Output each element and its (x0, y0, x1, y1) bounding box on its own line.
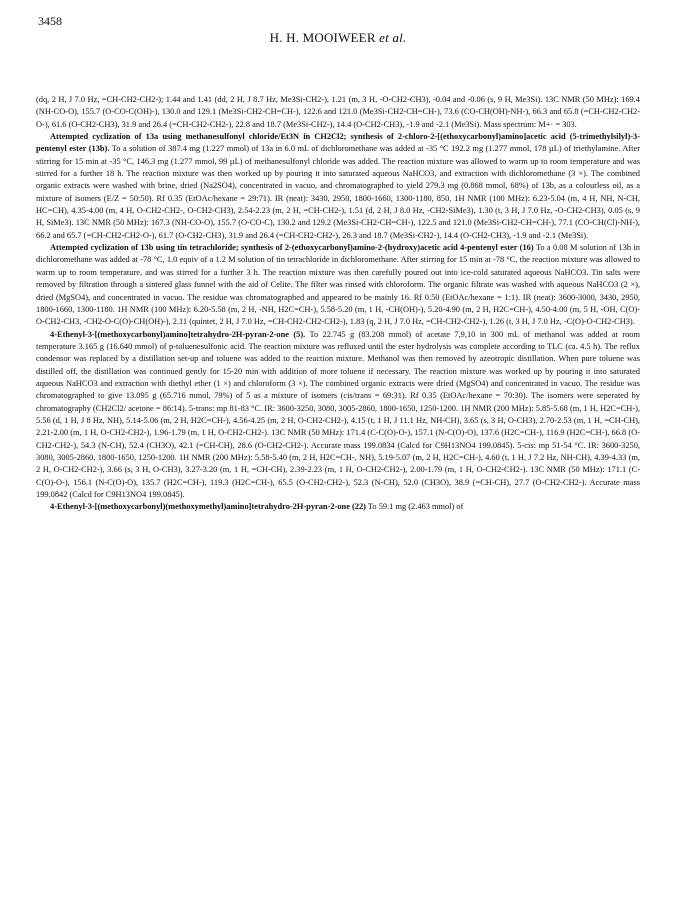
paragraph-1 (36, 94, 640, 131)
paragraph-3-heading: Attempted cyclization of 13b using tin tetrachloride; synthesis of 2-(ethoxycarbonyl)amino-2-(hydroxy)acetic acid 4-pentenyl ester (16) (50, 243, 534, 253)
page-number: 3458 (38, 14, 62, 28)
paragraph-2-text: To a solution of 387.4 mg (1.227 mmol) of 13a in 6.0 mL of dichloromethane was added at -35 °C 192.2 mg (1.277 mmol, 178 µL) of triethylamine. After stirring for 15 min at -35 °C, 146.3 mg (1.277 mmol, 99 µL) of methanesulfonyl chloride was added. The reaction mixture was allowed to warm up to room temperature and was stirred for a further 18 h. The reaction mixture was then worked up by pouring it into saturated aqueous NaHCO3, and extraction with dichloromethane (3 ×). The combined organic extracts were washed with brine, dried (Na2SO4), concentrated in vacuo, and chromatographed to yield 279.3 mg (0.868 mmol, 68%) of 13b, as a colourless oil, as a mixture of isomers (E/Z = 50:50). Rf 0.35 (EtOAc/hexane = 29:71). IR (neat): 3430, 2950, 1800-1660, 1300-1180, 850. 1H NMR (100 MHz): 6.23-5.04 (m, 4 H, NH, N-CH, HC=CH), 4.35-4.00 (m, 4 H, O-CH2-CH2-, O-CH2-CH3), 2.54-2.23 (m, 2 H, =CH-CH2-), 1.51 (d, 2 H, J 8.0 Hz, -CH2-SiMe3), 1.30 (t, 3 H, J 7.0 Hz, -O-CH2-CH3), 0.05 (s, 9 H, SiMe3). 13C NMR (50 MHz): 167.3 (NH-CO-O), 155.7 (O-CO-C), 130.2 and 129.2 (Me3Si-CH2-CH=CH-), 122.5 and 121.0 (Me3Si-CH2-CH=CH-), 77.1 (CO-CH(Cl)-NH-), 66.2 and 65.7 (=CH-CH2-CH2-O-), 61.7 (O-CH2-CH3), 31.9 and 26.4 (=CH-CH2-CH2-), 26.3 and 18.7 (Me3Si-CH2-), 14.4 (O-CH2-CH3), -1.9 and -2.1 (Me3Si). (36, 144, 640, 240)
running-head (0, 30, 676, 46)
paragraph-5-text: To 59.1 mg (2.463 mmol) of (365, 502, 464, 512)
paragraph-5-heading: 4-Ethenyl-3-[(methoxycarbonyl)(methoxymethyl)amino]tetrahydro-2H-pyran-2-one (22) (50, 502, 366, 512)
paragraph-4-text: To 22.745 g (83.208 mmol) of acetate 7,9,10 in 300 mL of methanol was added at room temperature 3.165 g (16.640 mmol) of p-toluenesulfonic acid. The reaction mixture was refluxed until the ester hydrolysis was complete according to TLC (ca. 4.5 h). The reflux condensor was replaced by a distillation set-up and toluene was added to the reaction mixture. Methanol was then removed by azeotropic distillation. When pure toluene was distilled off, the distillation was continued gently for 15-20 min with addition of more toluene if necessary. The reaction mixture was worked up by pouring it into saturated aqueous NaHCO3 and extraction with diethyl ether (1 ×) and chloroform (3 ×). The combined organic extracts were dried (MgSO4) and concentrated in vacuo. The residue was chromatographed to give 13.095 g (65.716 mmol, 79%) of 5 as a mixture of isomers (cis/trans = 69:31). Rf 0.35 (EtOAc/hexane = 70:30). The isomers were seperated by chromatography (CH2Cl2/ acetone = 86:14). 5-trans: mp 81-83 °C. IR: 3600-3250, 3080, 3005-2860, 1800-1650, 1250-1200. 1H NMR (200 MHz): 5.85-5.68 (m, 1 H, H2C=CH-), 5.56 (d, 1 H, J 8 Hz, NH), 5.14-5.06 (m, 2 H, H2C=CH-), 4.56-4.25 (m, 2 H, O-CH2-CH2-), 4.15 (t, 1 H, J 11.1 Hz, NH-CH), 3.65 (s, 3 H, O-CH3), 2.70-2.53 (m, 1 H, =CH-CH), 2.21-2.00 (m, 1 H, O-CH2-CH2-), 1.96-1.79 (m, 1 H, O-CH2-CH2-). 13C NMR (50 MHz): 171.4 (C-C(O)-O-), 157.1 (N-C(O)-O), 137.6 (H2C=CH-), 116.9 (H2C=CH-), 66.8 (O-CH2-CH2-), 54.3 (N-CH), 52.4 (CH3O), 42.1 (=CH-CH), 28.6 (O-CH2-CH2-). Accurate mass 199.0834 (Calcd for C9H13NO4 199.0845). 5-cis: mp 51-54 °C. IR: 3600-3250, 3080, 3005-2860, 1800-1650, 1250-1200. 1H NMR (200 MHz): 5.58-5.40 (m, 2 H, H2C=CH-, NH), 5.19-5.07 (m, 2 H, H2C=CH-), 4.60 (t, 1 H, J 7.2 Hz, NH-CH), 4.39-4.33 (m, 2 H, O-CH2-CH2-), 3.66 (s, 3 H, O-CH3), 3.27-3.20 (m, 1 H, =CH-CH), 2.39-2.23 (m, 1 H, O-CH2-CH2-), 2.00-1.79 (m, 1 H, O-CH2-CH2-). 13C NMR (50 MHz): 171.1 (C-C(O)-O-), 156.1 (N-C(O)-O), 135.7 (H2C=CH-), 119.3 (H2C=CH-), 65.5 (O-CH2-CH2-), 52.3 (N-CH), 52.0 (CH3O), 38.9 (=CH-CH), 27.7 (O-CH2-CH2-). Accurate mass 199.0842 (Calcd for C9H13NO4 199.0845). (36, 329, 640, 499)
running-head-et-al: et al. (379, 30, 407, 45)
article-body (36, 94, 640, 514)
paragraph-1-text: (dq, 2 H, J 7.0 Hz, =CH-CH2-CH2-); 1.44 and 1.41 (dd, 2 H, J 8.7 Hz, Me3Si-CH2-), 1.21 (m, 3 H, -O-CH2-CH3), -0.04 and -0.06 (s, 9 H, Me3Si). 13C NMR (50 MHz): 169.4 (NH-CO-O), 155.7 (O-CO-C(OH)-), 130.0 and 129.1 (Me3Si-CH2-CH=CH-), 122.6 and 121.0 (Me3Si-CH2-CH=CH-), 73.6 (CO-CH(OH)-NH-), 66.3 and 65.8 (=CH-CH2-CH2-O-), 61.6 (O-CH2-CH3), 31.9 and 26.4 (=CH-CH2-CH2-), 22.8 and 18.7 (Me3Si-CH2-), 14.4 (O-CH2-CH3), -1.9 and -2.1 (Me3Si). Mass spectrum: M+· = 303. (36, 95, 640, 129)
paragraph-5 (36, 501, 640, 513)
paragraph-4 (36, 329, 640, 502)
paragraph-2 (36, 131, 640, 242)
paragraph-3-text: To a 0.08 M solution of 13b in dichloromethane was added at -78 °C, 1.0 equiv of a 1.2 M solution of tin tetrachloride in dichloromethane. After stirring for 15 min at -78 °C, the reaction mixture was allowed to warm up to room temperature, and was stirred for a further 3 h. The reaction mixture was then carefully poured out into ice-cold saturated aqueous NaHCO3. Tin salts were removed by filtration through a sintered glass funnel with the aid of Celite. The filter was rinsed with chloroform. The organic filtrate was washed with aqueous NaHCO3 (2 ×), dried (MgSO4), and concentrated in vacuo. The residue was chromatographed and appeared to be mainly 16. Rf 0.50 (EtOAc/hexane = 1:1). IR (neat): 3600-3000, 3430, 2950, 1800-1660, 1300-1180. 1H NMR (100 MHz): 6.20-5.58 (m, 2 H, -NH, H2C=CH-), 5.58-5.20 (m, 1 H, -CH(OH)-), 5.20-4.90 (m, 2 H, H2C=CH-), 4.50-4.00 (m, 5 H, -OH, C(O)-O-CH2-CH3, -CH2-O-C(O)-CH(OH)-), 2.11 (quintet, 2 H, J 7.0 Hz, =CH-CH2-CH2-CH2-), 1.83 (q, 2 H, J 7.0 Hz, =CH-CH2-CH2-), 1.26 (t, 3 H, J 7.0 Hz, -C(O)-O-CH2-CH3). (36, 243, 640, 327)
paragraph-2-heading: Attempted cyclization of 13a using methanesulfonyl chloride/Et3N in CH2Cl2; synthesis of 2-chloro-2-[(ethoxycarbonyl)amino]acetic acid (5-trimethylsilyl)-3-pentenyl ester (13b). (36, 132, 640, 154)
paragraph-3 (36, 242, 640, 328)
running-head-authors: H. H. MOOIWEER (269, 30, 376, 45)
paragraph-4-heading: 4-Ethenyl-3-[(methoxycarbonyl)amino]tetrahydro-2H-pyran-2-one (5). (50, 329, 306, 339)
